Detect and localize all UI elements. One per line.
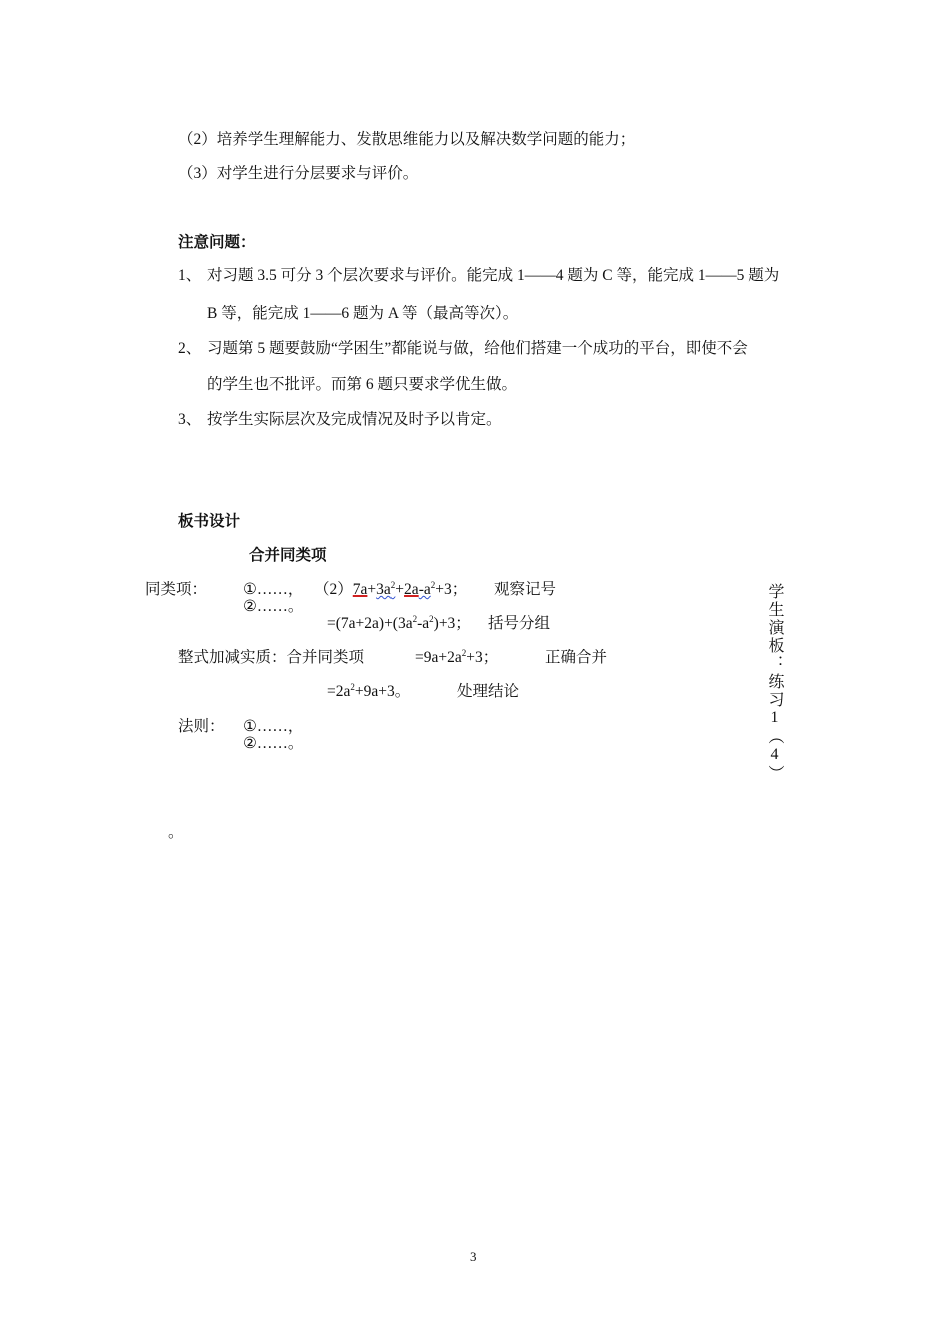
goal-item-2: （2）培养学生理解能力、发散思维能力以及解决数学问题的能力；	[178, 131, 636, 148]
plus-sign: +	[395, 581, 405, 598]
step-2-note: 括号分组	[488, 615, 551, 632]
step-4-part-a: =2a	[327, 683, 351, 700]
rule-item-2: ②……。	[243, 735, 304, 752]
term-minus-a-base: -a	[418, 581, 431, 598]
page-number: 3	[470, 1249, 477, 1264]
note-1-line-1: 对习题 3.5 可分 3 个层次要求与评价。能完成 1——4 题为 C 等，能完成 1——5 题为	[207, 267, 780, 284]
note-3-line-1: 按学生实际层次及完成情况及时予以肯定。	[207, 411, 502, 428]
example-expression	[314, 577, 467, 599]
example-prefix: （2）	[314, 581, 353, 598]
step-2-expression	[327, 611, 471, 633]
rule-item-1: ①……，	[243, 718, 304, 735]
step-3-note: 正确合并	[545, 649, 608, 666]
step-2-part-b: -a	[417, 615, 430, 632]
notes-heading: 注意问题：	[178, 234, 256, 251]
step-3-expression	[415, 645, 498, 667]
goal-item-3: （3）对学生进行分层要求与评价。	[178, 165, 419, 182]
exponent: 2	[350, 682, 355, 692]
term-2a: 2a	[404, 581, 419, 598]
side-vertical-text: 学生演板：练习1（4）	[766, 583, 783, 783]
stray-mark: 。	[168, 824, 184, 841]
exponent: 2	[461, 648, 467, 658]
similar-terms-label: 同类项：	[145, 581, 208, 598]
step-4-expression	[327, 679, 410, 701]
step-3-part-a: =9a+2a	[415, 649, 462, 666]
rule-label: 法则：	[178, 718, 225, 735]
step-4-note: 处理结论	[457, 683, 520, 700]
exponent: 2	[430, 580, 436, 590]
note-2-line-1: 习题第 5 题要鼓励“学困生”都能说与做，给他们搭建一个成功的平台，即使不会	[207, 340, 748, 357]
similar-terms-item-2: ②……。	[243, 598, 304, 615]
exponent: 2	[412, 614, 418, 624]
term-7a: 7a	[352, 581, 368, 598]
exponent: 2	[429, 614, 434, 624]
expression-tail: +3；	[435, 581, 468, 598]
term-3a-base: 3a	[376, 581, 391, 598]
note-3-number: 3、	[178, 411, 202, 428]
term-minus-a2	[419, 581, 431, 598]
step-2-part-a: =(7a+2a)+(3a	[327, 615, 413, 632]
note-2-number: 2、	[178, 340, 202, 357]
exponent: 2	[390, 580, 396, 590]
essence-label: 整式加减实质：合并同类项	[178, 649, 365, 666]
step-3-part-b: +3；	[466, 649, 499, 666]
step-2-part-c: )+3；	[433, 615, 471, 632]
term-3a2	[376, 581, 395, 598]
similar-terms-item-1: ①……，	[243, 581, 304, 598]
note-1-number: 1、	[178, 267, 202, 284]
step-4-part-b: +9a+3。	[354, 683, 411, 700]
note-1-line-2: B 等，能完成 1——6 题为 A 等（最高等次）。	[207, 305, 519, 322]
board-title: 合并同类项	[249, 547, 327, 564]
step-1-note: 观察记号	[494, 581, 557, 598]
board-heading: 板书设计	[178, 513, 241, 530]
note-2-line-2: 的学生也不批评。而第 6 题只要求学优生做。	[207, 376, 518, 393]
plus-sign: +	[367, 581, 377, 598]
